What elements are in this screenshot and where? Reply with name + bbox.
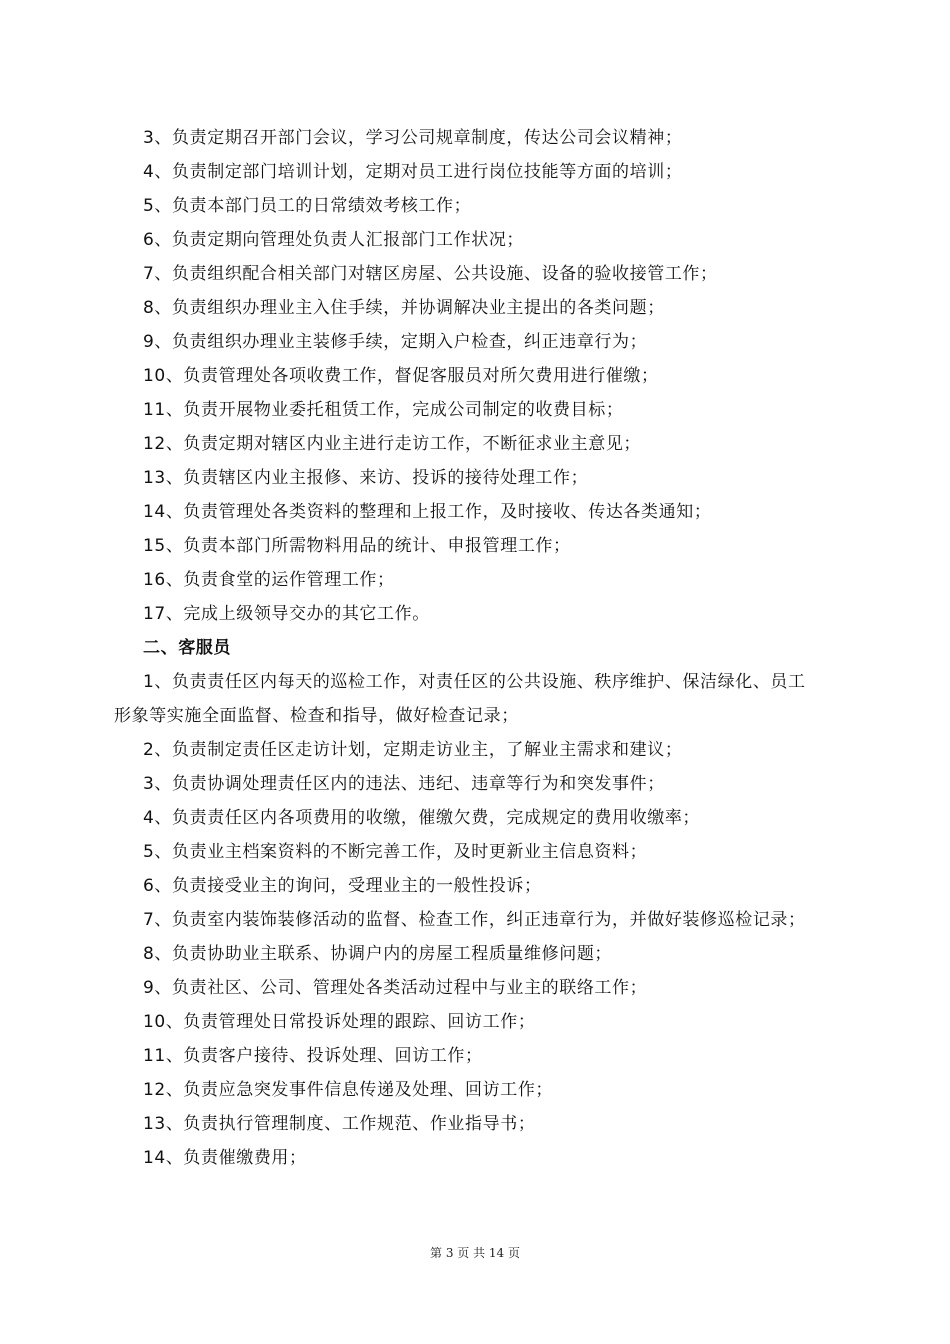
list-item: 14、负责管理处各类资料的整理和上报工作，及时接收、传达各类通知； bbox=[143, 502, 712, 522]
list-item: 9、负责社区、公司、管理处各类活动过程中与业主的联络工作； bbox=[143, 978, 648, 998]
list-item: 12、负责定期对辖区内业主进行走访工作，不断征求业主意见； bbox=[143, 434, 642, 454]
document-body bbox=[114, 121, 836, 1175]
list-item: 6、负责接受业主的询问，受理业主的一般性投诉； bbox=[143, 876, 542, 896]
list-item: 13、负责执行管理制度、工作规范、作业指导书； bbox=[143, 1114, 536, 1134]
list-item: 14、负责催缴费用； bbox=[143, 1148, 307, 1168]
list-item: 6、负责定期向管理处负责人汇报部门工作状况； bbox=[143, 230, 525, 250]
page-number-footer: 第 3 页 共 14 页 bbox=[430, 1246, 520, 1260]
list-item: 10、负责管理处日常投诉处理的跟踪、回访工作； bbox=[143, 1012, 536, 1032]
list-item: 7、负责组织配合相关部门对辖区房屋、公共设施、设备的验收接管工作； bbox=[143, 264, 718, 284]
list-item: 4、负责责任区内各项费用的收缴，催缴欠费，完成规定的费用收缴率； bbox=[143, 808, 701, 828]
list-item: 5、负责业主档案资料的不断完善工作，及时更新业主信息资料； bbox=[143, 842, 648, 862]
list-item: 7、负责室内装饰装修活动的监督、检查工作，纠正违章行为，并做好装修巡检记录； bbox=[143, 910, 806, 930]
list-item-continuation: 形象等实施全面监督、检查和指导，做好检查记录； bbox=[114, 706, 519, 726]
list-item: 1、负责责任区内每天的巡检工作，对责任区的公共设施、秩序维护、保洁绿化、员工 bbox=[143, 672, 806, 692]
list-item: 17、完成上级领导交办的其它工作。 bbox=[143, 604, 430, 624]
section-heading: 二、客服员 bbox=[143, 638, 231, 658]
list-item: 9、负责组织办理业主装修手续，定期入户检查，纠正违章行为； bbox=[143, 332, 648, 352]
list-item: 3、负责协调处理责任区内的违法、违纪、违章等行为和突发事件； bbox=[143, 774, 665, 794]
list-item: 15、负责本部门所需物料用品的统计、申报管理工作； bbox=[143, 536, 571, 556]
list-item: 16、负责食堂的运作管理工作； bbox=[143, 570, 395, 590]
list-item: 13、负责辖区内业主报修、来访、投诉的接待处理工作； bbox=[143, 468, 589, 488]
list-item: 5、负责本部门员工的日常绩效考核工作； bbox=[143, 196, 472, 216]
list-item: 10、负责管理处各项收费工作，督促客服员对所欠费用进行催缴； bbox=[143, 366, 659, 386]
list-item: 8、负责协助业主联系、协调户内的房屋工程质量维修问题； bbox=[143, 944, 613, 964]
list-item: 11、负责开展物业委托租赁工作，完成公司制定的收费目标； bbox=[143, 400, 624, 420]
list-item: 11、负责客户接待、投诉处理、回访工作； bbox=[143, 1046, 483, 1066]
list-item: 2、负责制定责任区走访计划，定期走访业主，了解业主需求和建议； bbox=[143, 740, 683, 760]
list-item: 3、负责定期召开部门会议，学习公司规章制度，传达公司会议精神； bbox=[143, 128, 683, 148]
list-item: 8、负责组织办理业主入住手续，并协调解决业主提出的各类问题； bbox=[143, 298, 665, 318]
list-item: 12、负责应急突发事件信息传递及处理、回访工作； bbox=[143, 1080, 554, 1100]
list-item: 4、负责制定部门培训计划，定期对员工进行岗位技能等方面的培训； bbox=[143, 162, 683, 182]
